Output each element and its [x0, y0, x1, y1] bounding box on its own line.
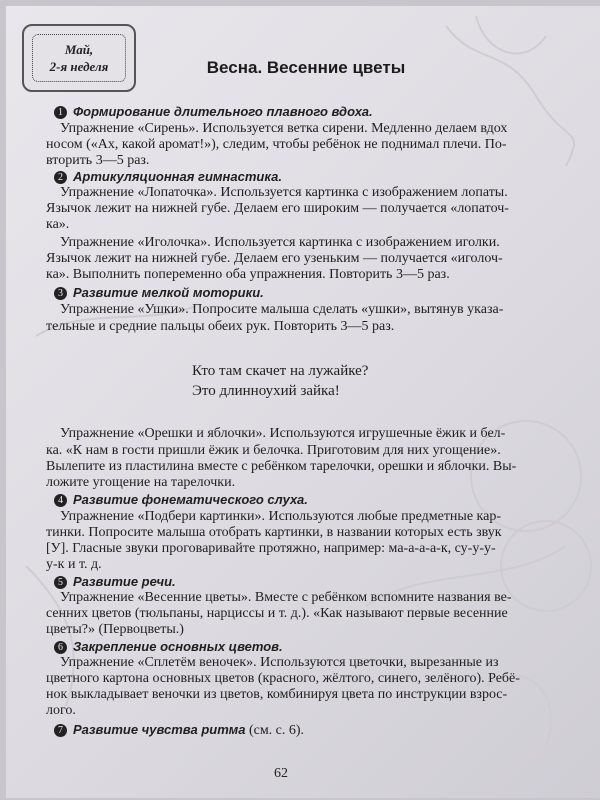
poem-line-2: Это длинноухий зайка! — [192, 383, 340, 399]
section-number-icon: 6 — [54, 641, 67, 654]
poem-line-1: Кто там скачет на лужайке? — [192, 363, 369, 379]
paragraph-line: Упражнение «Подбери картинки». Используются любые предметные кар- — [60, 509, 502, 524]
paragraph-line: [У]. Гласные звуки проговаривайте протяжно, например: ма-а-а-а-к, су-у-у- — [46, 541, 496, 556]
paragraph-line: Упражнение «Ушки». Попросите малыша сделать «ушки», вытянув указа- — [60, 302, 504, 317]
section-heading-text: Развитие мелкой моторики. — [73, 285, 264, 300]
page-number: 62 — [274, 766, 288, 781]
section-number-icon: 4 — [54, 494, 67, 507]
section-heading — [54, 492, 594, 509]
section-heading — [54, 285, 594, 302]
section-number-icon: 3 — [54, 287, 67, 300]
section-number-icon: 1 — [54, 106, 67, 119]
paragraph-line: носом («Ах, какой аромат!»), следим, чтобы ребёнок не поднимал плечи. По- — [46, 137, 507, 152]
paragraph-line: цветного картона основных цветов (красного, жёлтого, синего, зелёного). Ребё- — [46, 671, 520, 686]
paragraph-line: нок выкладывает веночки из цветов, комбинируя цвета по инструкции взрос- — [46, 687, 508, 702]
paragraph-line: сенних цветов (тюльпаны, нарциссы и т. д.). «Как называют первые весенние — [46, 606, 508, 621]
section-heading-text: Развитие речи. — [73, 574, 176, 589]
paragraph-line: Упражнение «Иголочка». Используется картинка с изображением иголки. — [60, 235, 500, 250]
chapter-title: Весна. Весенние цветы — [206, 58, 406, 77]
section-heading-suffix: (см. с. 6). — [245, 723, 305, 738]
paragraph-line: тельные и средние пальцы обеих рук. Повторить 3—5 раз. — [46, 319, 395, 334]
paragraph-line: у-к и т. д. — [46, 557, 102, 572]
paragraph-line: вторить 3—5 раз. — [46, 153, 150, 168]
paragraph-line: ка». — [46, 217, 70, 232]
section-heading-text: Развитие фонематического слуха. — [73, 492, 308, 507]
paragraph-line: цветы?» (Первоцветы.) — [46, 622, 184, 637]
section-heading — [54, 722, 594, 739]
paragraph-line: Язычок лежит на нижней губе. Делаем его широким — получается «лопаточ- — [46, 201, 509, 216]
section-heading — [54, 574, 594, 591]
section-heading — [54, 169, 594, 186]
section-heading-text: Артикуляционная гимнастика. — [73, 169, 282, 184]
section-heading-text: Развитие чувства ритма — [73, 722, 246, 737]
paragraph-line: Упражнение «Весенние цветы». Вместе с ребёнком вспомните названия ве- — [60, 590, 512, 605]
section-number-icon: 2 — [54, 171, 67, 184]
paragraph-line: Вылепите из пластилина вместе с ребёнком тарелочки, орешки и яблочки. Вы- — [46, 459, 517, 474]
section-heading-text: Формирование длительного плавного вдоха. — [73, 104, 373, 119]
paragraph-line: Упражнение «Сирень». Используется ветка сирени. Медленно делаем вдох — [60, 121, 508, 136]
paragraph-line: Упражнение «Лопаточка». Используется картинка с изображением лопаты. — [60, 185, 508, 200]
paragraph-line: тинки. Попросите малыша отобрать картинки, в названии которых есть звук — [46, 525, 502, 540]
section-heading-text: Закрепление основных цветов. — [73, 639, 283, 654]
paragraph-line: ка». Выполнить попеременно оба упражнения. Повторить 3—5 раз. — [46, 267, 450, 282]
section-number-icon: 7 — [54, 724, 67, 737]
section-number-icon: 5 — [54, 576, 67, 589]
section-heading — [54, 104, 594, 121]
paragraph-line: Упражнение «Орешки и яблочки». Используются игрушечные ёжик и бел- — [60, 426, 506, 441]
paragraph-line: ложите угощение на тарелочки. — [46, 475, 236, 490]
badge-week: 2-я неделя — [49, 59, 109, 74]
badge-month: Май, — [64, 42, 94, 57]
paragraph-line: Язычок лежит на нижней губе. Делаем его узеньким — получается «иголоч- — [46, 251, 503, 266]
paragraph-line: лого. — [46, 703, 76, 718]
section-heading — [54, 639, 594, 656]
book-page — [6, 6, 600, 798]
paragraph-line: Упражнение «Сплетём веночек». Используются цветочки, вырезанные из — [60, 655, 499, 670]
paragraph-line: ка. «К нам в гости пришли ёжик и белочка. Приготовим для них угощение». — [46, 443, 501, 458]
week-badge — [22, 24, 136, 92]
